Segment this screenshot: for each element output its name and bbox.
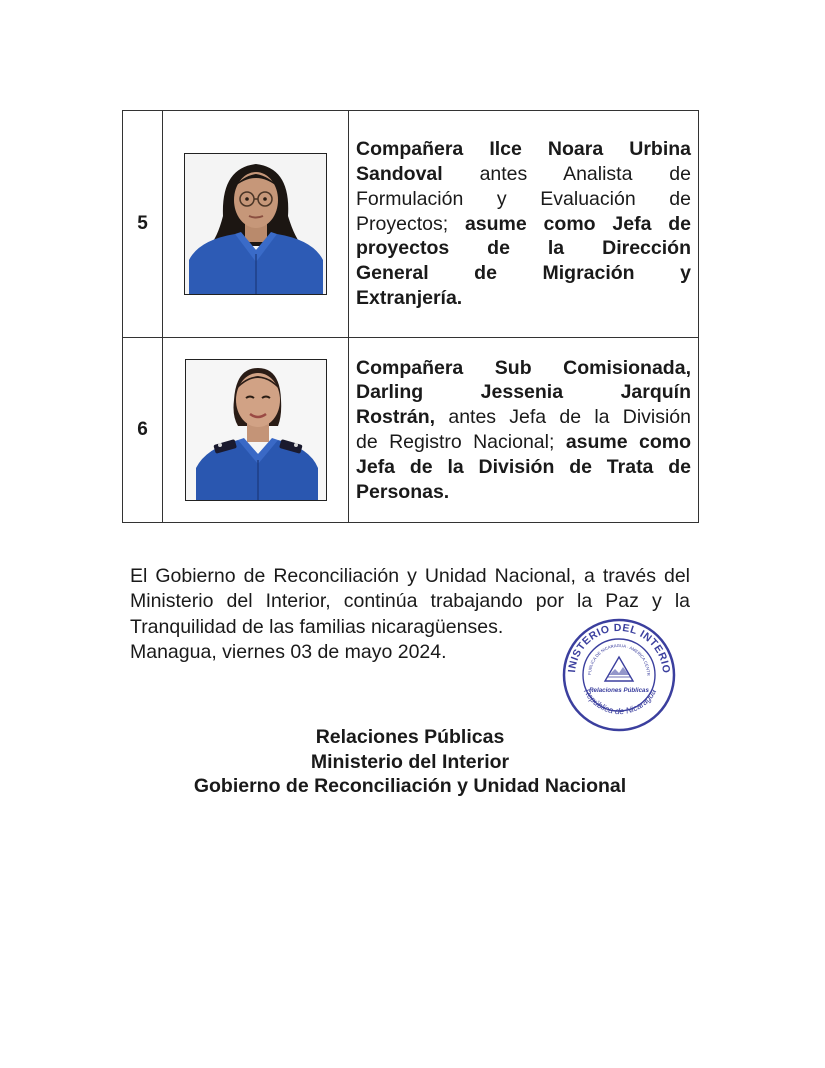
dateline: Managua, viernes 03 de mayo 2024.: [130, 641, 447, 663]
new-role-cont: proyectos de la Dirección: [356, 237, 691, 260]
portrait-photo-icon: [185, 359, 327, 501]
previous-role-cont: de Registro Nacional;: [356, 431, 555, 453]
signature-ministry: Ministerio del Interior: [310, 750, 510, 773]
person-name-end: Rostrán,: [356, 406, 436, 429]
appointments-table: [122, 110, 699, 523]
photo-cell: [163, 338, 349, 523]
seal-middle-text: Relaciones Públicas: [589, 687, 649, 694]
signature-block: [130, 725, 690, 799]
signature-government: Gobierno de Reconciliación y Unidad Nacional: [193, 775, 627, 798]
photo-cell: [163, 111, 349, 338]
table-row: [123, 111, 699, 338]
appointment-description: [349, 111, 699, 338]
seal-inner-text: PUBLICA DE NICARAGUA · AMERICA CENTR: [586, 642, 652, 676]
row-number: 6: [123, 338, 163, 523]
person-name: Compañera Sub Comisionada,: [356, 356, 691, 379]
previous-role-cont: Formulación y Evaluación de: [356, 187, 691, 210]
new-role: asume como: [565, 431, 692, 453]
seal-outer-text: INISTERIO DEL INTERIO: [566, 621, 673, 675]
new-role: asume como Jefa de: [464, 212, 691, 235]
new-role-cont: General de Migración y: [356, 262, 691, 285]
signature-office: Relaciones Públicas: [315, 726, 505, 748]
seal-bottom-text: República de Nicaragua: [581, 687, 659, 717]
portrait-photo-icon: [184, 153, 327, 295]
appointment-description: [349, 338, 699, 523]
new-role-end: Personas.: [356, 480, 450, 503]
previous-role: antes Analista de: [479, 163, 691, 185]
person-name-cont: Darling Jessenia Jarquín: [356, 381, 691, 404]
new-role-end: Extranjería.: [356, 286, 463, 309]
new-role-cont: Jefa de la División de Trata de: [356, 455, 691, 478]
person-name-last: Sandoval: [356, 163, 443, 185]
person-name: Compañera Ilce Noara Urbina: [356, 138, 691, 161]
ministry-seal-icon: [561, 617, 677, 733]
previous-role: antes Jefa de la División: [448, 406, 692, 429]
closing-paragraph: El Gobierno de Reconciliación y Unidad Nacional, a través del Ministerio del Interior, continúa trabajando por la Paz y la Tranquilidad de las familias nicaragüenses.: [130, 564, 690, 638]
previous-role-end: Proyectos;: [356, 212, 449, 235]
row-number: 5: [123, 111, 163, 338]
table-row: [123, 338, 699, 523]
